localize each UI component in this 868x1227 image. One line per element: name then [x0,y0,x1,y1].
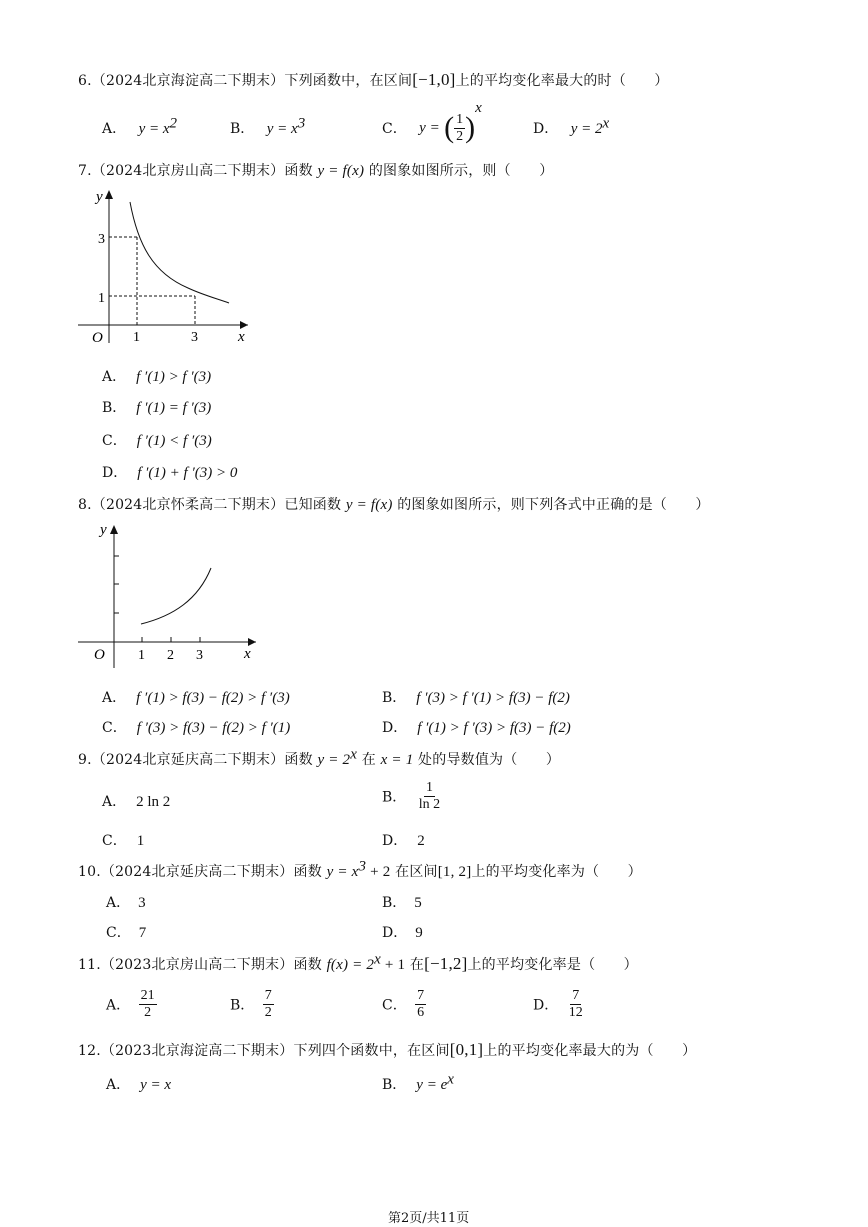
q9-option-d [382,830,425,850]
denominator: 2 [264,1005,272,1020]
option-label: D． [533,997,559,1014]
option-expr: y = e [416,1077,448,1093]
option-expr: y = 2 [570,121,603,137]
q7-graph [78,185,258,345]
fraction [417,780,442,813]
question-6-stem [78,70,669,90]
y-label: y [100,522,107,538]
x-label: x [244,646,251,662]
q9-func: y = 2 [317,752,351,768]
origin-label: O [94,647,105,663]
y-axis-arrow [105,190,113,199]
q9-option-c [102,830,144,850]
option-label: A． [106,997,131,1014]
q7-option-a [102,366,211,386]
q8-option-d [382,717,571,737]
option-exponent: 2 [169,115,178,132]
option-exponent: x [475,100,482,116]
q9-stem-mid: 在 [361,752,376,768]
option-expr: y = x [140,1077,172,1093]
q11-interval: [−1,2] [424,954,468,973]
q6-stem-suffix: 上的平均变化率最大的时（ ） [455,73,669,89]
numerator: 7 [264,988,272,1003]
option-expr: 3 [138,895,146,911]
option-label: C． [382,121,407,137]
q11-option-b [230,988,274,1021]
denominator: 2 [456,128,464,144]
q12-stem-suffix: 上的平均变化率最大的为（ ） [483,1043,697,1059]
q7-option-c [102,430,212,450]
option-expr: 9 [415,925,423,941]
option-label: A． [102,121,127,137]
fraction [139,988,157,1021]
option-label: B． [382,690,407,706]
option-expr: y = [419,119,440,136]
tick-x-1: 1 [138,648,145,663]
option-label: A． [106,895,131,911]
numerator: 1 [456,111,464,127]
question-8-stem [78,494,710,514]
denominator: ln 2 [418,797,441,812]
numerator: 7 [572,988,580,1003]
q11-func-exponent: x [374,951,381,968]
y-label: y [96,189,103,205]
q10-option-b [382,892,422,912]
option-expr: f ′(1) > f ′(3) > f(3) − f(2) [417,720,571,736]
q8-option-c [102,717,290,737]
q11-option-c [382,988,426,1021]
q9-point: x = 1 [380,752,414,768]
q8-option-b [382,687,570,707]
q10-option-d [382,922,423,942]
option-label: A． [106,1077,131,1093]
tick-x-2: 2 [167,648,174,663]
q7-stem-suffix: 的图象如图所示，则（ ） [368,163,554,179]
q7-option-b [102,397,211,417]
option-expr: 5 [414,895,422,911]
q11-stem-suffix: 上的平均变化率是（ ） [467,957,638,973]
q6-option-a [102,115,178,138]
option-expr: f ′(3) > f ′(1) > f(3) − f(2) [416,690,570,706]
option-label: A． [102,690,127,706]
numerator: 21 [140,988,155,1003]
left-paren: ( [444,111,455,144]
option-label: B． [102,400,127,416]
q12-option-b [382,1071,454,1094]
right-paren: ) [465,111,476,144]
curve [130,202,229,303]
option-exponent: x [602,115,610,132]
option-label: A． [102,794,127,810]
option-label: B． [230,121,255,137]
q11-option-d [533,988,585,1021]
option-expr: 7 [138,925,147,941]
option-label: D． [382,925,408,941]
denominator: 6 [417,1005,425,1020]
q11-stem-mid: 在 [409,957,425,973]
q8-stem-prefix: 8.（2024北京怀柔高二下期末）已知函数 [78,497,342,513]
q7-stem-prefix: 7.（2024北京房山高二下期末）函数 [78,163,313,179]
option-expr: f ′(1) + f ′(3) > 0 [137,465,238,481]
q9-option-a [102,791,170,811]
q10-stem-suffix: 上的平均变化率为（ ） [471,864,642,880]
q12-interval: [0,1] [449,1040,484,1059]
option-expr: f ′(1) > f ′(3) [136,369,212,385]
origin-label: O [92,330,103,345]
option-label: C． [106,925,131,941]
option-label: C． [382,997,407,1014]
option-label: C． [102,720,127,736]
q6-stem-prefix: 6.（2024北京海淀高二下期末）下列函数中，在区间 [78,73,413,89]
q12-stem-prefix: 12.（2023北京海淀高二下期末）下列四个函数中，在区间 [78,1043,450,1059]
q9-func-exponent: x [350,746,358,763]
q6-option-d [533,115,610,138]
q10-stem-mid: 在区间 [395,864,438,880]
q8-func: y = f(x) [345,497,393,513]
q10-func: y = x [326,864,359,880]
q10-option-a [106,892,146,912]
x-axis-arrow [248,638,256,646]
numerator: 1 [425,780,433,795]
q9-stem-suffix: 处的导数值为（ ） [418,752,561,768]
q8-graph [78,520,268,670]
option-label: C． [102,833,127,849]
option-label: D． [382,720,408,736]
option-expr: f ′(1) > f(3) − f(2) > f ′(3) [136,690,290,706]
q10-interval: [1, 2] [437,864,472,880]
q12-option-a [106,1074,171,1094]
question-9-stem [78,746,561,769]
x-label: x [238,329,245,345]
q7-func: y = f(x) [317,163,365,179]
option-label: B． [230,997,255,1014]
y-axis-arrow [110,525,118,534]
fraction [415,988,426,1021]
x-axis-arrow [240,321,248,329]
option-label: C． [102,433,127,449]
q8-option-a [102,687,290,707]
tick-x-1: 1 [133,330,140,345]
question-11-stem [78,951,638,974]
q6-option-c [382,100,482,145]
q10-option-c [106,922,146,942]
q11-func-tail: + 1 [380,957,406,973]
option-expr: y = x [138,121,170,137]
option-label: D． [102,465,128,481]
page-number: 第2页/共11页 [388,1211,470,1226]
option-expr: 2 ln 2 [136,794,171,810]
option-expr: 2 [417,833,425,849]
option-label: B． [382,789,407,806]
q10-func-exponent: 3 [358,858,367,875]
option-expr: f ′(1) < f ′(3) [136,433,212,449]
tick-x-3: 3 [191,330,198,345]
fraction [567,988,585,1021]
fraction [263,988,274,1021]
fraction [454,112,465,145]
q9-option-b [382,780,442,813]
tick-y-1: 1 [98,291,105,306]
option-expr: f ′(3) > f(3) − f(2) > f ′(1) [136,720,291,736]
q11-func: f(x) = 2 [326,957,375,973]
tick-x-3: 3 [196,648,203,663]
numerator: 7 [417,988,425,1003]
option-expr: 1 [136,833,145,849]
option-label: D． [533,121,559,137]
question-7-stem [78,160,553,180]
q10-func-tail: + 2 [366,864,391,880]
option-label: D． [382,833,408,849]
denominator: 2 [144,1005,152,1020]
q10-stem-prefix: 10.（2024北京延庆高二下期末）函数 [78,864,322,880]
option-exponent: 3 [297,115,306,132]
q6-interval: [−1,0] [412,70,456,89]
q11-stem-prefix: 11.（2023北京房山高二下期末）函数 [78,957,322,973]
q9-stem-prefix: 9.（2024北京延庆高二下期末）函数 [78,752,313,768]
question-10-stem [78,858,642,881]
option-label: B． [382,895,407,911]
q6-option-b [230,115,306,138]
q7-option-d [102,462,237,482]
option-label: A． [102,369,127,385]
option-label: B． [382,1077,407,1093]
curve [141,568,211,624]
option-expr: f ′(1) = f ′(3) [136,400,212,416]
q8-stem-suffix: 的图象如图所示，则下列各式中正确的是（ ） [397,497,710,513]
denominator: 12 [568,1005,583,1020]
option-expr: y = x [266,121,298,137]
question-12-stem [78,1040,696,1060]
tick-y-3: 3 [98,232,105,247]
q11-option-a [106,988,157,1021]
option-exponent: x [447,1071,454,1088]
